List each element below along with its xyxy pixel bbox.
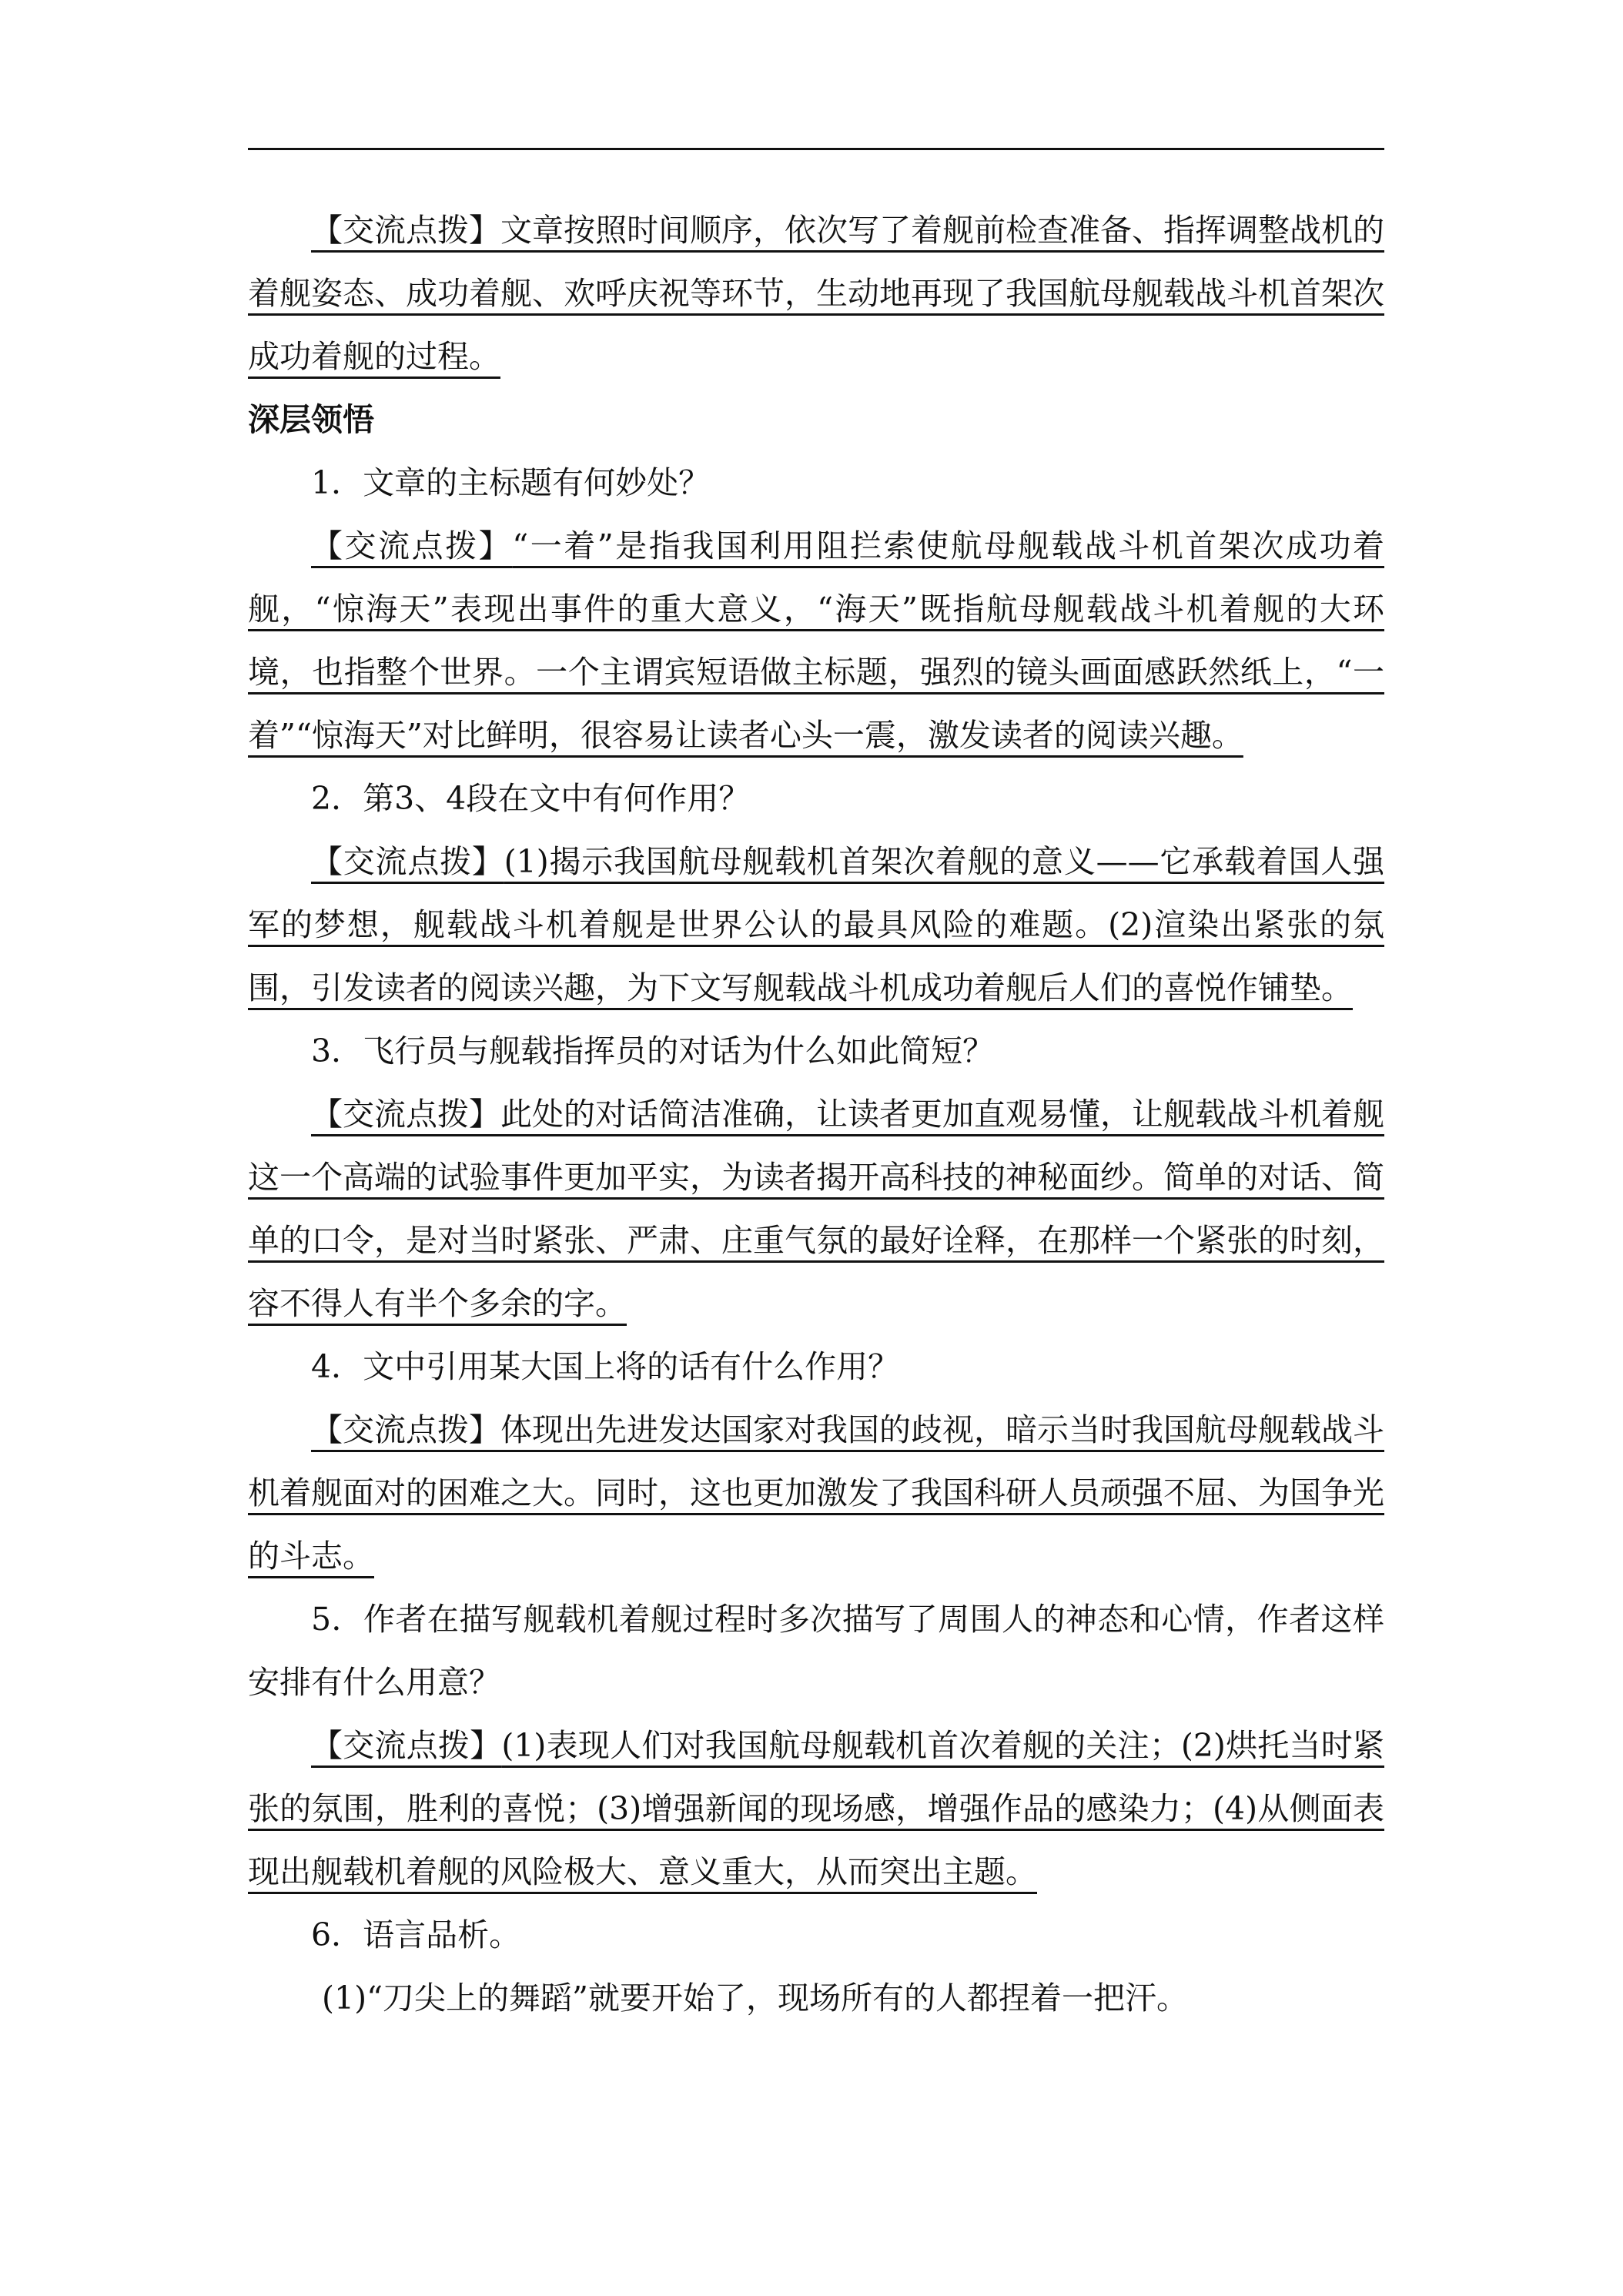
answer-text: 体现出先进发达国家对我国的歧视，暗示当时我国航母舰载战斗机着舰面对的困难之大。同时，这也更加激发了我国科研人员顽强不屈、为国争光的斗志。 xyxy=(248,1411,1384,1575)
answer-tag: 【交流点拨】 xyxy=(311,1727,502,1764)
answer-1 xyxy=(248,514,1384,767)
answer-4 xyxy=(248,1398,1384,1588)
answer-2 xyxy=(248,830,1384,1019)
answer-text: 文章按照时间顺序，依次写了着舰前检查准备、指挥调整战机的着舰姿态、成功着舰、欢呼庆祝等环节，生动地再现了我国航母舰载战斗机首架次成功着舰的过程。 xyxy=(248,212,1384,375)
document-body xyxy=(248,199,1384,2030)
answer-text: 此处的对话简洁准确，让读者更加直观易懂，让舰载战斗机着舰这一个高端的试验事件更加平实，为读者揭开高科技的神秘面纱。简单的对话、简单的口令，是对当时紧张、严肃、庄重气氛的最好诠释，在那样一个紧张的时刻，容不得人有半个多余的字。 xyxy=(248,1096,1384,1322)
answer-5 xyxy=(248,1714,1384,1903)
answer-tag: 【交流点拨】 xyxy=(311,1096,500,1133)
question-5: 5．作者在描写舰载机着舰过程时多次描写了周围人的神态和心情，作者这样安排有什么用意？ xyxy=(248,1601,1384,1701)
answer-text: “一着”是指我国利用阻拦索使航母舰载战斗机首架次成功着舰，“惊海天”表现出事件的重大意义，“海天”既指航母舰载战斗机着舰的大环境，也指整个世界。一个主谓宾短语做主标题，强烈的镜头画面感跃然纸上，“一着”“惊海天”对比鲜明，很容易让读者心头一震，激发读者的阅读兴趣。 xyxy=(248,527,1384,754)
question-4: 4．文中引用某大国上将的话有什么作用？ xyxy=(311,1348,900,1385)
question-3: 3．飞行员与舰载指挥员的对话为什么如此简短？ xyxy=(311,1033,995,1069)
question-2: 2．第3、4段在文中有何作用？ xyxy=(311,780,751,817)
answer-tag: 【交流点拨】 xyxy=(311,212,500,249)
question-6: 6．语言品析。 xyxy=(311,1916,521,1953)
header-rule xyxy=(248,148,1384,150)
section-heading: 深层领悟 xyxy=(248,401,374,438)
answer-tag: 【交流点拨】 xyxy=(311,1411,500,1448)
question-1: 1．文章的主标题有何妙处？ xyxy=(311,464,711,501)
answer-tag: 【交流点拨】 xyxy=(311,527,513,564)
answer-tag: 【交流点拨】 xyxy=(311,843,504,880)
answer-3 xyxy=(248,1083,1384,1335)
question-6-item-1: (1)“刀尖上的舞蹈”就要开始了，现场所有的人都捏着一把汗。 xyxy=(322,1980,1188,2017)
answer-text: (1)揭示我国航母舰载机首架次着舰的意义——它承载着国人强军的梦想，舰载战斗机着舰是世界公认的最具风险的难题。(2)渲染出紧张的氛围，引发读者的阅读兴趣，为下文写舰载战斗机成功着舰后人们的喜悦作铺垫。 xyxy=(248,843,1385,1006)
answer-text: (1)表现人们对我国航母舰载机首次着舰的关注；(2)烘托当时紧张的氛围，胜利的喜悦；(3)增强新闻的现场感，增强作品的感染力；(4)从侧面表现出舰载机着舰的风险极大、意义重大，从而突出主题。 xyxy=(248,1727,1384,1890)
intro-answer xyxy=(248,199,1384,388)
